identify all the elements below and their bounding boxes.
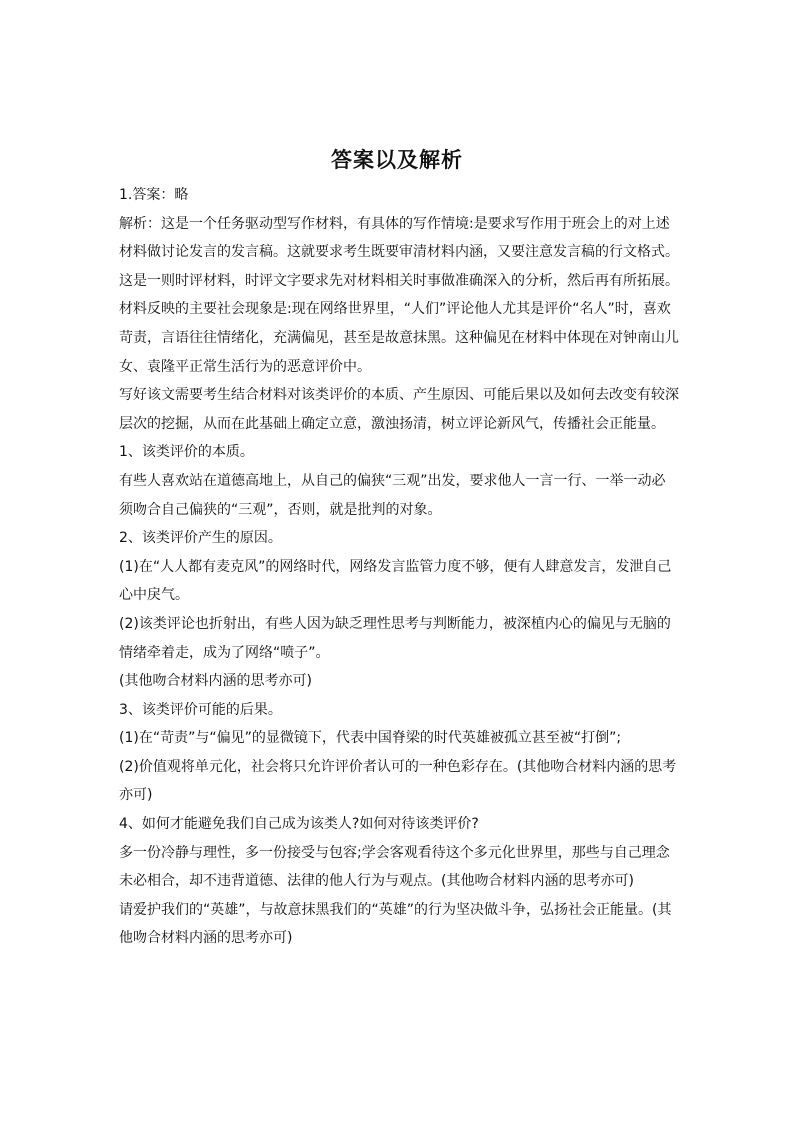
section-heading-2: 2、该类评价产生的原因。 bbox=[119, 530, 282, 547]
writing-guidance-paragraph: 写好该文需要考生结合材料对该类评价的本质、产生原因、可能后果以及如何去改变有较深层次的挖掘，从而在此基础上确定立意，激浊扬清，树立评论新风气，传播社会正能量。 bbox=[119, 387, 679, 432]
page-title: 答案以及解析 bbox=[331, 148, 463, 172]
section-3-point-2: (2)价值观将单元化，社会将只允许评价者认可的一种色彩存在。(其他吻合材料内涵的思考亦可) bbox=[119, 758, 677, 804]
section-heading-1: 1、该类评价的本质。 bbox=[119, 444, 254, 461]
section-4-paragraph-2: 请爱护我们的“英雄”，与故意抹黑我们的“英雄”的行为坚决做斗争，弘扬社会正能量。(其他吻合材料内涵的思考亦可) bbox=[119, 901, 672, 947]
section-2-point-1: (1)在“人人都有麦克风”的网络时代，网络发言监管力度不够，便有人肆意发言，发泄自己心中戾气。 bbox=[119, 558, 672, 604]
section-2-note: (其他吻合材料内涵的思考亦可) bbox=[119, 673, 312, 690]
answer-line: 1.答案：略 bbox=[119, 187, 189, 203]
section-2-point-2: (2)该类评论也折射出，有些人因为缺乏理性思考与判断能力，被深植内心的偏见与无脑的情绪牵着走，成为了网络“喷子”。 bbox=[119, 615, 671, 661]
analysis-paragraph: 解析：这是一个任务驱动型写作材料，有具体的写作情境:是要求写作用于班会上的对上述材料做讨论发言的发言稿。这就要求考生既要审清材料内涵，又要注意发言稿的行文格式。这是一则时评材料，时评文字要求先对材料相关时事做准确深入的分析，然后再有所拓展。材料反映的主要社会现象是:现在网络世界里，“人们”评论他人尤其是评价“名人”时，喜欢苛责，言语往往情绪化，充满偏见，甚至是故意抹黑。这种偏见在材料中体现在对钟南山儿女、袁隆平正常生活行为的恶意评价中。 bbox=[119, 215, 679, 375]
section-3-point-1: (1)在“苛责”与“偏见”的显微镜下，代表中国脊梁的时代英雄被孤立甚至被“打倒”; bbox=[119, 730, 622, 747]
section-1-paragraph: 有些人喜欢站在道德高地上，从自己的偏狭“三观”出发，要求他人一言一行、一举一动必须吻合自己偏狭的“三观”，否则，就是批判的对象。 bbox=[119, 472, 666, 518]
document-body bbox=[119, 181, 679, 953]
section-heading-4: 4、如何才能避免我们自己成为该类人?如何对待该类评价? bbox=[119, 816, 479, 833]
section-4-paragraph-1: 多一份冷静与理性，多一份接受与包容;学会客观看待这个多元化世界里，那些与自己理念未必相合，却不违背道德、法律的他人行为与观点。(其他吻合材料内涵的思考亦可) bbox=[119, 844, 670, 890]
section-heading-3: 3、该类评价可能的后果。 bbox=[119, 701, 282, 718]
